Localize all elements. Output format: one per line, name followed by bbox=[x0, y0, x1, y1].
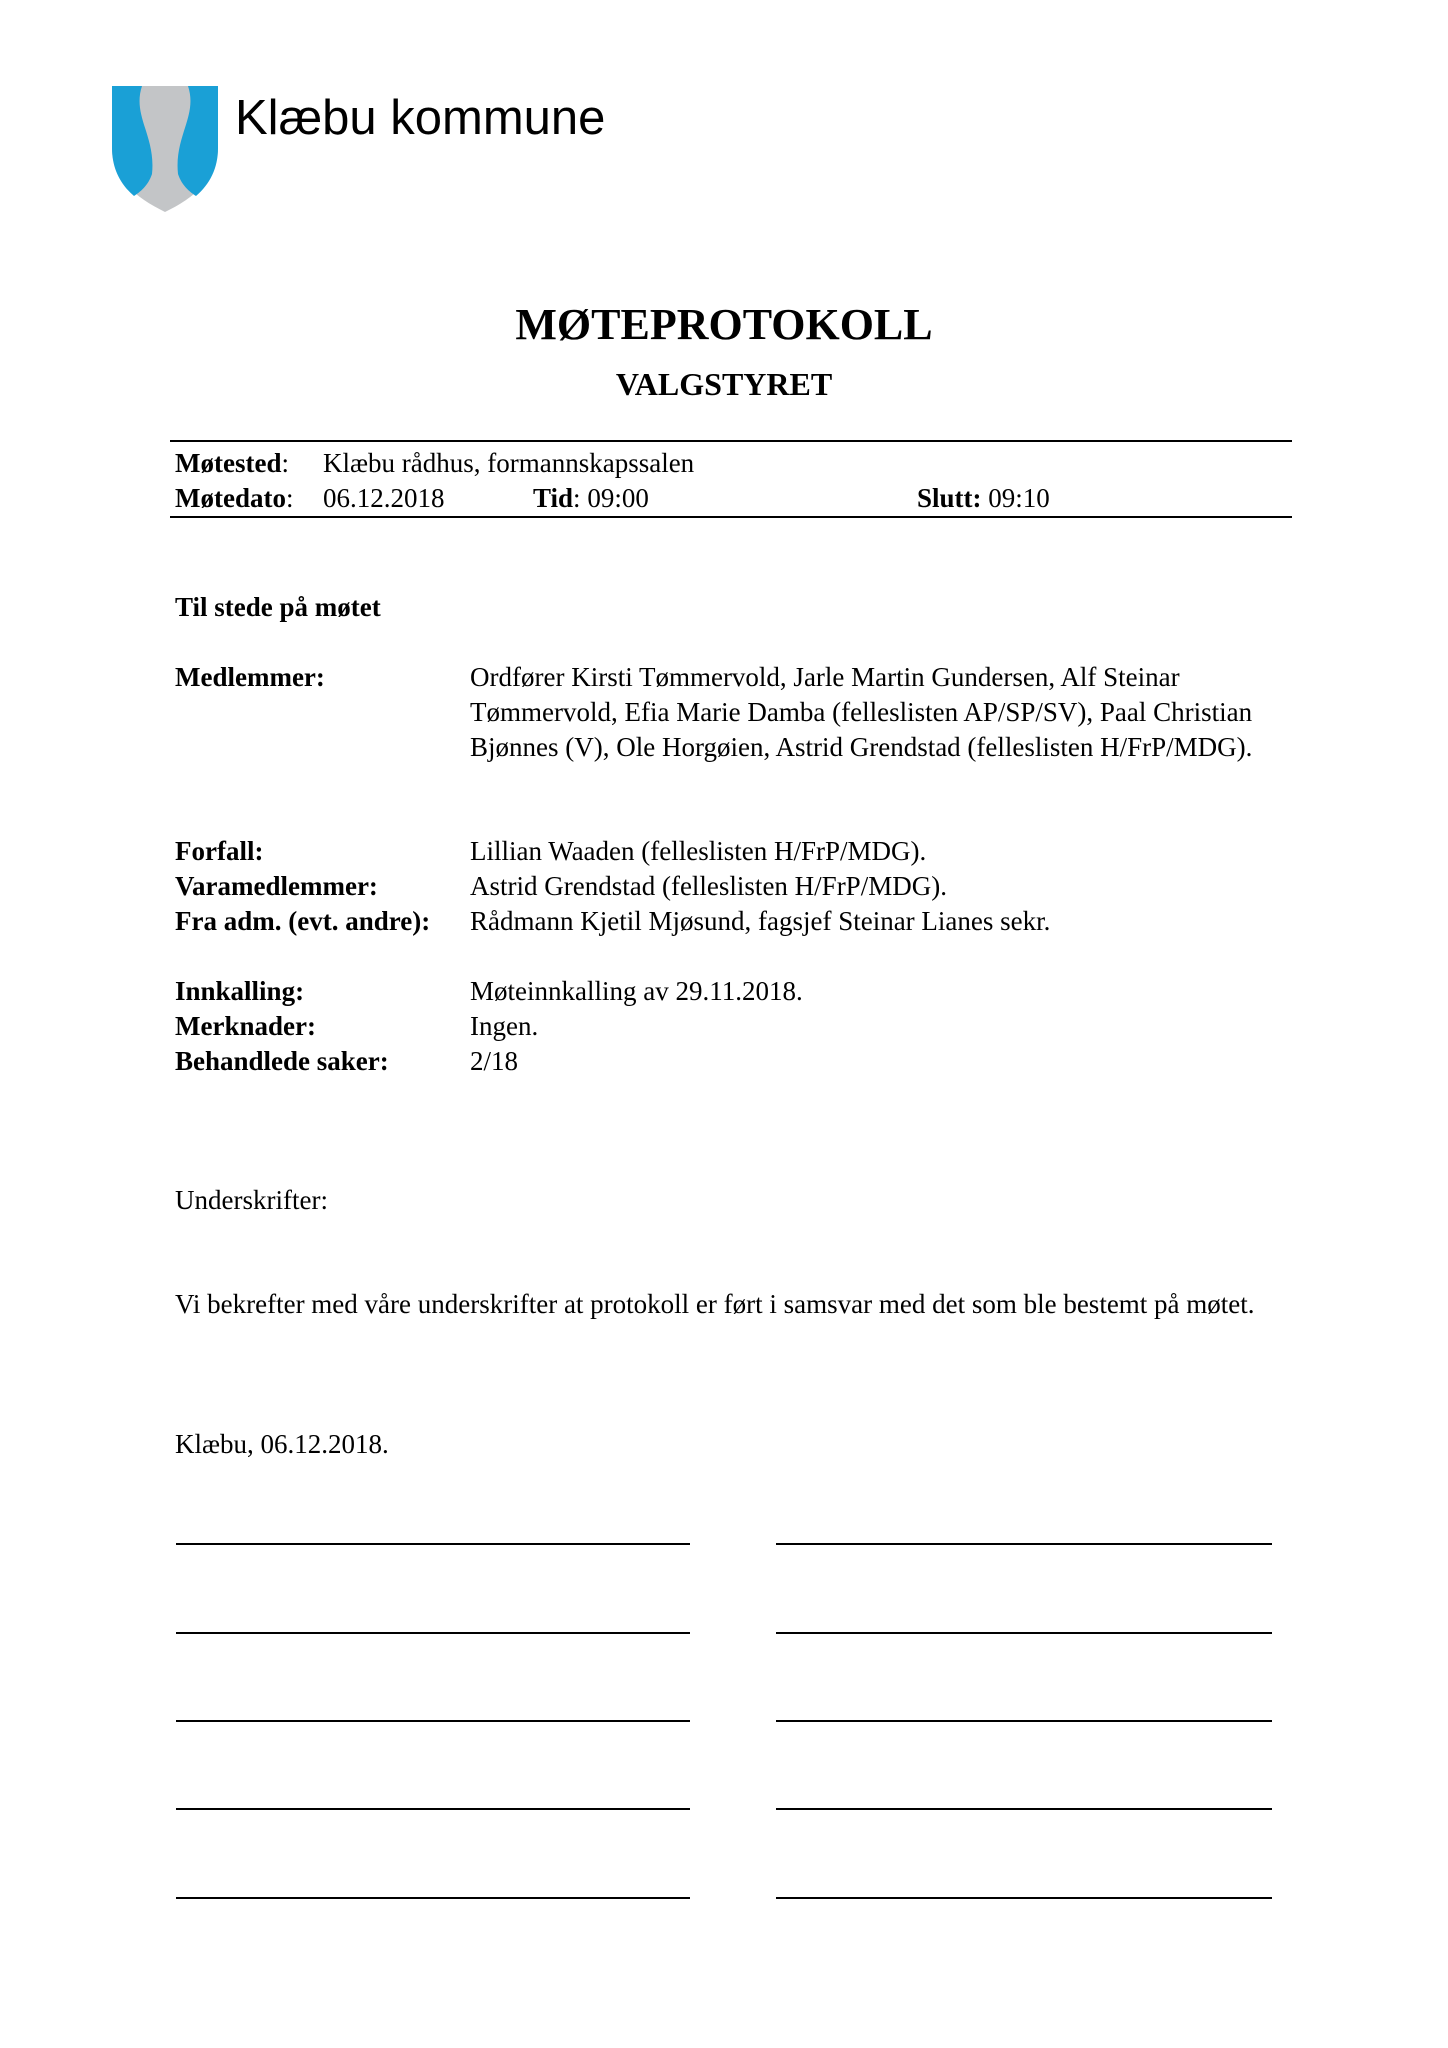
signature-line bbox=[776, 1720, 1272, 1722]
meeting-time-value: 09:00 bbox=[587, 483, 649, 513]
signature-line bbox=[776, 1897, 1272, 1899]
meeting-place-row bbox=[175, 446, 289, 480]
deputies-value: Astrid Grendstad (felleslisten H/FrP/MDG). bbox=[470, 871, 947, 901]
divider-bottom bbox=[170, 516, 1292, 518]
meeting-time-label: Tid bbox=[533, 483, 574, 513]
document-subtitle: VALGSTYRET bbox=[615, 366, 833, 402]
meeting-date-value: 06.12.2018 bbox=[323, 483, 445, 513]
summons-value: Møteinnkalling av 29.11.2018. bbox=[470, 976, 803, 1006]
meeting-end-row bbox=[917, 481, 1050, 515]
signature-line bbox=[176, 1808, 690, 1810]
signature-line bbox=[176, 1543, 690, 1545]
meeting-time-row bbox=[533, 481, 649, 515]
meeting-end-value: 09:10 bbox=[988, 483, 1050, 513]
meeting-place-value: Klæbu rådhus, formannskapssalen bbox=[323, 448, 695, 478]
meeting-date-colon: : bbox=[285, 483, 294, 513]
absent-value: Lillian Waaden (felleslisten H/FrP/MDG). bbox=[470, 836, 927, 866]
attendance-heading: Til stede på møtet bbox=[175, 592, 381, 622]
remarks-label: Merknader: bbox=[175, 1011, 316, 1041]
signatures-place-date: Klæbu, 06.12.2018. bbox=[175, 1429, 389, 1459]
admin-value: Rådmann Kjetil Mjøsund, fagsjef Steinar Lianes sekr. bbox=[470, 906, 1051, 936]
signature-line bbox=[776, 1632, 1272, 1634]
signature-line bbox=[776, 1543, 1272, 1545]
signature-line bbox=[776, 1808, 1272, 1810]
meeting-place-label: Møtested bbox=[175, 448, 282, 478]
absent-label: Forfall: bbox=[175, 836, 264, 866]
document-title: MØTEPROTOKOLL bbox=[515, 300, 933, 349]
signatures-heading: Underskrifter: bbox=[175, 1185, 328, 1215]
signature-line bbox=[176, 1632, 690, 1634]
divider-top bbox=[170, 440, 1292, 442]
deputies-label: Varamedlemmer: bbox=[175, 871, 378, 901]
meeting-place-colon: : bbox=[281, 448, 289, 478]
coat-of-arms-icon bbox=[112, 86, 218, 212]
meeting-date-label: Møtedato bbox=[175, 483, 286, 513]
members-value: Ordfører Kirsti Tømmervold, Jarle Martin Gundersen, Alf Steinar Tømmervold, Efia Marie Damba (felleslisten AP/SP/SV), Paal Christian Bjønnes (V), Ole Horgøien, Astrid Grendstad (felleslisten H/FrP/MDG). bbox=[470, 662, 1253, 762]
members-label: Medlemmer: bbox=[175, 662, 325, 692]
organization-name: Klæbu kommune bbox=[235, 91, 606, 145]
remarks-value: Ingen. bbox=[470, 1011, 539, 1041]
cases-value: 2/18 bbox=[470, 1046, 519, 1076]
signature-line bbox=[176, 1897, 690, 1899]
meeting-date-row bbox=[175, 481, 293, 515]
cases-label: Behandlede saker: bbox=[175, 1046, 389, 1076]
admin-label: Fra adm. (evt. andre): bbox=[175, 906, 431, 936]
signatures-statement: Vi bekrefter med våre underskrifter at protokoll er ført i samsvar med det som ble bestemt på møtet. bbox=[175, 1289, 1255, 1319]
meeting-time-colon: : bbox=[573, 483, 588, 513]
signature-line bbox=[176, 1720, 690, 1722]
meeting-end-label: Slutt: bbox=[917, 483, 982, 513]
summons-label: Innkalling: bbox=[175, 976, 305, 1006]
